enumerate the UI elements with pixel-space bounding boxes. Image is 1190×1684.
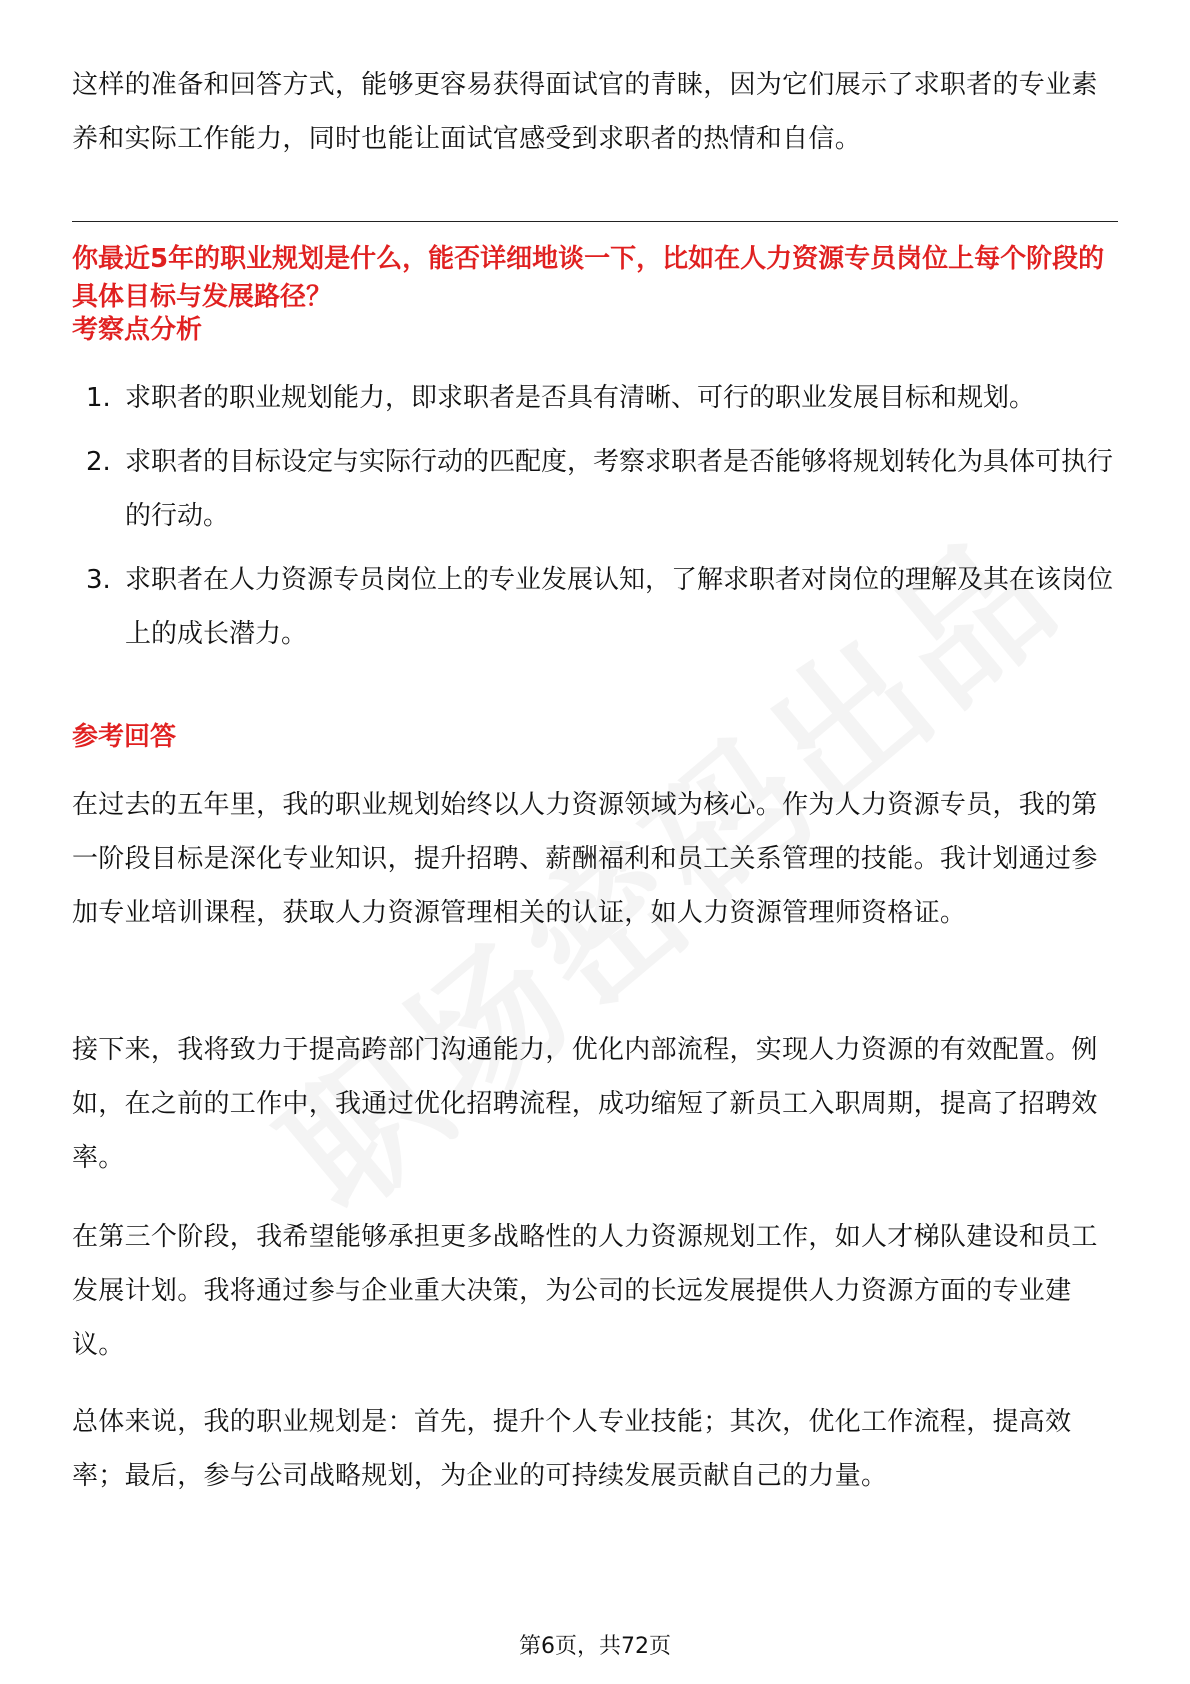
list-text: 求职者的职业规划能力，即求职者是否具有清晰、可行的职业发展目标和规划。 (125, 383, 1036, 413)
question-heading: 你最近5年的职业规划是什么，能否详细地谈一下，比如在人力资源专员岗位上每个阶段的具体目标与发展路径？ (72, 244, 1105, 312)
page-footer: 第6页，共72页 (519, 1634, 671, 1659)
intro-paragraph: 这样的准备和回答方式，能够更容易获得面试官的青睐，因为它们展示了求职者的专业素养和实际工作能力，同时也能让面试官感受到求职者的热情和自信。 (72, 70, 1098, 154)
analysis-list (72, 371, 1122, 671)
answer-paragraph: 在第三个阶段，我希望能够承担更多战略性的人力资源规划工作，如人才梯队建设和员工发展计划。我将通过参与企业重大决策，为公司的长远发展提供人力资源方面的专业建议。 (72, 1222, 1098, 1360)
answer-paragraph: 总体来说，我的职业规划是：首先，提升个人专业技能；其次，优化工作流程，提高效率；最后，参与公司战略规划，为企业的可持续发展贡献自己的力量。 (72, 1407, 1072, 1491)
list-item (72, 553, 1122, 661)
list-text: 求职者在人力资源专员岗位上的专业发展认知，了解求职者对岗位的理解及其在该岗位上的成长潜力。 (125, 565, 1114, 649)
analysis-title: 考察点分析 (72, 315, 203, 345)
list-number: 3. (86, 565, 111, 595)
list-number: 2. (86, 447, 111, 477)
answer-title: 参考回答 (72, 722, 177, 752)
list-number: 1. (86, 383, 111, 413)
answer-paragraph: 接下来，我将致力于提高跨部门沟通能力，优化内部流程，实现人力资源的有效配置。例如，在之前的工作中，我通过优化招聘流程，成功缩短了新员工入职周期，提高了招聘效率。 (72, 1035, 1098, 1173)
list-text: 求职者的目标设定与实际行动的匹配度，考察求职者是否能够将规划转化为具体可执行的行动。 (125, 447, 1114, 531)
list-item (72, 435, 1122, 543)
list-item (72, 371, 1122, 425)
section-divider (72, 221, 1118, 222)
answer-paragraph: 在过去的五年里，我的职业规划始终以人力资源领域为核心。作为人力资源专员，我的第一阶段目标是深化专业知识，提升招聘、薪酬福利和员工关系管理的技能。我计划通过参加专业培训课程，获取人力资源管理相关的认证，如人力资源管理师资格证。 (72, 790, 1098, 928)
